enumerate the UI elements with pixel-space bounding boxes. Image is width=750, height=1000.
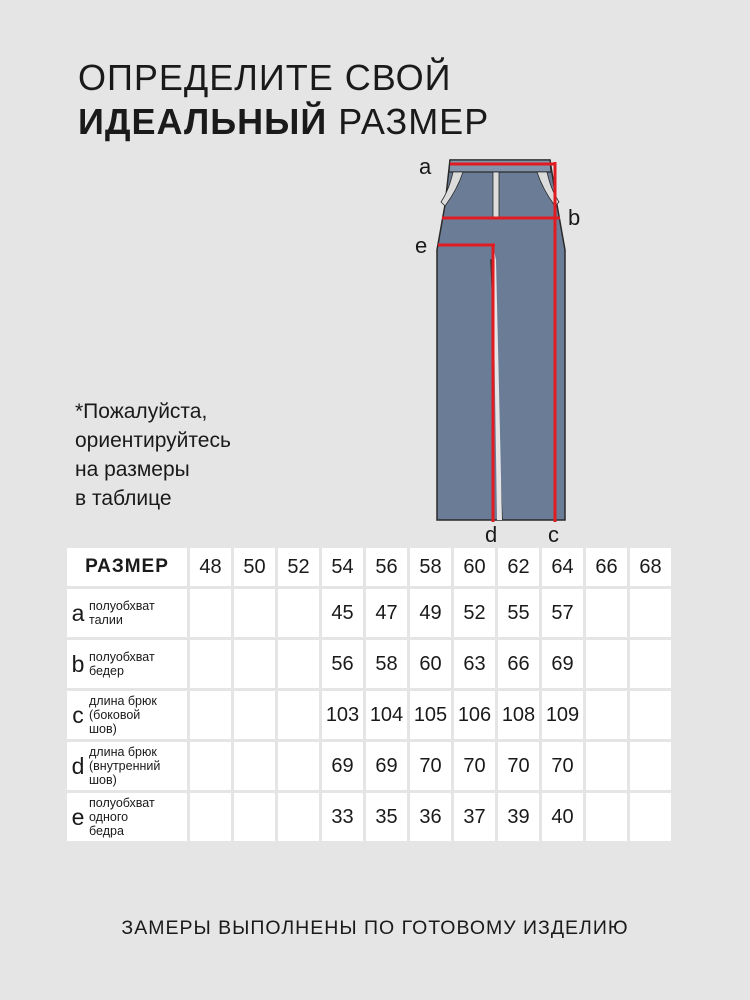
- table-cell: [630, 691, 671, 739]
- table-cell: 49: [410, 589, 451, 637]
- row-letter: d: [71, 752, 85, 779]
- row-letter: e: [71, 803, 85, 830]
- table-row: [67, 742, 671, 790]
- label-c: c: [548, 522, 559, 545]
- desc-line: длина брюк: [89, 694, 157, 708]
- table-cell: [234, 640, 275, 688]
- row-label: [67, 691, 187, 739]
- table-cell: 70: [498, 742, 539, 790]
- table-cell: 63: [454, 640, 495, 688]
- table-cell: 69: [322, 742, 363, 790]
- table-cell: 104: [366, 691, 407, 739]
- desc-line: шов): [89, 773, 117, 787]
- row-label: [67, 589, 187, 637]
- size-table: [64, 545, 674, 844]
- page-title: [78, 56, 489, 144]
- desc-line: полуобхват: [89, 599, 155, 613]
- desc-line: (внутренний: [89, 759, 161, 773]
- table-cell: 57: [542, 589, 583, 637]
- title-line-2: [78, 100, 489, 144]
- table-cell: 56: [322, 640, 363, 688]
- table-cell: 37: [454, 793, 495, 841]
- label-a: a: [419, 154, 432, 179]
- size-header-cell: 54: [322, 548, 363, 586]
- size-header-cell: 66: [586, 548, 627, 586]
- table-header-row: [67, 548, 671, 586]
- fly: [493, 172, 499, 218]
- row-letter: b: [71, 650, 85, 677]
- row-letter: c: [72, 701, 84, 728]
- title-rest: РАЗМЕР: [327, 101, 490, 142]
- label-b: b: [568, 205, 581, 230]
- row-letter: a: [71, 599, 85, 626]
- pants-shape: [437, 160, 565, 520]
- footer-note: ЗАМЕРЫ ВЫПОЛНЕНЫ ПО ГОТОВОМУ ИЗДЕЛИЮ: [121, 917, 629, 939]
- table-cell: 108: [498, 691, 539, 739]
- table-cell: [630, 640, 671, 688]
- table-cell: [190, 742, 231, 790]
- desc-line: бедра: [89, 824, 124, 838]
- desc-line: бедер: [89, 664, 124, 678]
- row-label: [67, 793, 187, 841]
- table-cell: [278, 793, 319, 841]
- table-cell: [586, 793, 627, 841]
- size-header-cell: 56: [366, 548, 407, 586]
- table-cell: 105: [410, 691, 451, 739]
- table-row: [67, 589, 671, 637]
- table-cell: 58: [366, 640, 407, 688]
- row-description: [89, 796, 181, 838]
- desc-line: шов): [89, 722, 117, 736]
- note-line: *Пожалуйста,: [75, 400, 208, 423]
- table-cell: 103: [322, 691, 363, 739]
- desc-line: одного: [89, 810, 129, 824]
- table-cell: 36: [410, 793, 451, 841]
- table-cell: 47: [366, 589, 407, 637]
- row-label: [67, 640, 187, 688]
- table-cell: 66: [498, 640, 539, 688]
- desc-line: полуобхват: [89, 796, 155, 810]
- desc-line: полуобхват: [89, 650, 155, 664]
- table-cell: 39: [498, 793, 539, 841]
- note-line: ориентируйтесь: [75, 429, 231, 452]
- table-cell: 52: [454, 589, 495, 637]
- table-cell: 45: [322, 589, 363, 637]
- size-header-cell: 58: [410, 548, 451, 586]
- table-cell: [586, 640, 627, 688]
- row-description: [89, 599, 181, 627]
- table-cell: 55: [498, 589, 539, 637]
- pants-diagram: [405, 150, 605, 545]
- desc-line: (боковой: [89, 708, 141, 722]
- table-cell: [234, 742, 275, 790]
- size-header-cell: 50: [234, 548, 275, 586]
- waistband: [449, 160, 551, 172]
- table-cell: 40: [542, 793, 583, 841]
- note-line: в таблице: [75, 487, 172, 510]
- title-line-1: ОПРЕДЕЛИТЕ СВОЙ: [78, 57, 452, 98]
- table-cell: [586, 742, 627, 790]
- table-cell: 69: [366, 742, 407, 790]
- table-cell: [630, 589, 671, 637]
- table-cell: [278, 589, 319, 637]
- table-cell: [190, 589, 231, 637]
- size-note: [75, 397, 231, 513]
- row-label: [67, 742, 187, 790]
- size-header-cell: 60: [454, 548, 495, 586]
- pants-illustration: [405, 150, 605, 545]
- size-header-cell: 64: [542, 548, 583, 586]
- table-cell: 70: [454, 742, 495, 790]
- table-cell: [586, 589, 627, 637]
- table-cell: 109: [542, 691, 583, 739]
- table-cell: [190, 793, 231, 841]
- desc-line: талии: [89, 613, 123, 627]
- table-cell: 33: [322, 793, 363, 841]
- table-cell: [278, 691, 319, 739]
- table-row: [67, 691, 671, 739]
- row-description: [89, 694, 181, 736]
- table-cell: [190, 640, 231, 688]
- table-cell: [630, 793, 671, 841]
- table-cell: [234, 691, 275, 739]
- table-cell: [630, 742, 671, 790]
- table-cell: [234, 589, 275, 637]
- table-cell: [234, 793, 275, 841]
- table-cell: 70: [542, 742, 583, 790]
- label-d: d: [485, 522, 498, 545]
- note-line: на размеры: [75, 458, 190, 481]
- table-cell: [586, 691, 627, 739]
- table-cell: 70: [410, 742, 451, 790]
- row-description: [89, 745, 181, 787]
- size-header-cell: 52: [278, 548, 319, 586]
- size-header-cell: 48: [190, 548, 231, 586]
- table-row: [67, 793, 671, 841]
- table-row: [67, 640, 671, 688]
- desc-line: длина брюк: [89, 745, 157, 759]
- table-cell: 35: [366, 793, 407, 841]
- size-header-cell: 62: [498, 548, 539, 586]
- row-description: [89, 650, 181, 678]
- size-header-cell: 68: [630, 548, 671, 586]
- table-cell: 60: [410, 640, 451, 688]
- table-cell: [278, 640, 319, 688]
- title-bold-word: ИДЕАЛЬНЫЙ: [78, 101, 328, 142]
- label-e: e: [415, 233, 428, 258]
- table-cell: 106: [454, 691, 495, 739]
- table-cell: [190, 691, 231, 739]
- table-cell: [278, 742, 319, 790]
- size-header-label: РАЗМЕР: [67, 548, 187, 586]
- table-cell: 69: [542, 640, 583, 688]
